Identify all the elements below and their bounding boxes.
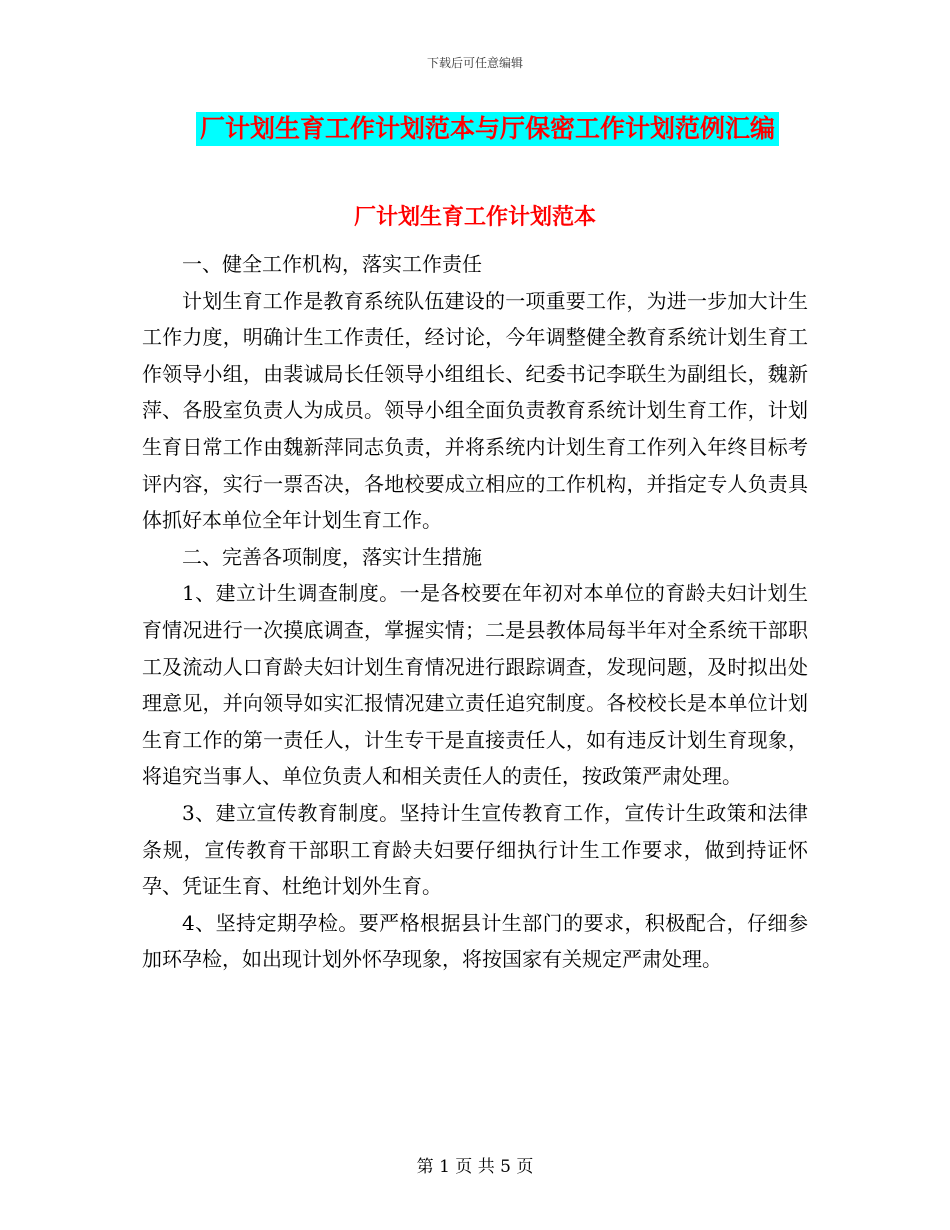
section-heading-2: 二、完善各项制度，落实计生措施	[182, 544, 482, 569]
page-number: 第 1 页 共 5 页	[416, 1157, 534, 1177]
section-heading-1: 一、健全工作机构，落实工作责任	[182, 252, 482, 276]
section-title: 厂计划生育工作计划范本	[353, 204, 596, 230]
document-body	[142, 224, 808, 978]
document-title: 厂计划生育工作计划范本与厅保密工作计划范例汇编	[196, 112, 779, 146]
paragraph-item-3: 3、建立宣传教育制度。坚持计生宣传教育工作，宣传计生政策和法律条规，宣传教育干部职工育龄夫妇要仔细执行计生工作要求，做到持证怀孕、凭证生育、杜绝计划外生育。	[142, 800, 808, 899]
paragraph-item-1: 1、建立计生调查制度。一是各校要在年初对本单位的育龄夫妇计划生育情况进行一次摸底调查，掌握实情；二是县教体局每半年对全系统干部职工及流动人口育龄夫妇计划生育情况进行跟踪调查，发现问题，及时拟出处理意见，并向领导如实汇报情况建立责任追究制度。各校校长是本单位计划生育工作的第一责任人，计生专干是直接责任人，如有违反计划生育现象，将追究当事人、单位负责人和相关责任人的责任，按政策严肃处理。	[142, 581, 808, 789]
paragraph-item-4: 4、坚持定期孕检。要严格根据县计生部门的要求，积极配合，仔细参加环孕检，如出现计划外怀孕现象，将按国家有关规定严肃处理。	[142, 910, 808, 972]
paragraph-1: 计划生育工作是教育系统队伍建设的一项重要工作，为进一步加大计生工作力度，明确计生工作责任，经讨论，今年调整健全教育系统计划生育工作领导小组，由裴诚局长任领导小组组长、纪委书记李联生为副组长，魏新萍、各股室负责人为成员。领导小组全面负责教育系统计划生育工作，计划生育日常工作由魏新萍同志负责，并将系统内计划生育工作列入年终目标考评内容，实行一票否决，各地校要成立相应的工作机构，并指定专人负责具体抓好本单位全年计划生育工作。	[142, 288, 808, 533]
header-note: 下载后可任意编辑	[426, 56, 523, 70]
